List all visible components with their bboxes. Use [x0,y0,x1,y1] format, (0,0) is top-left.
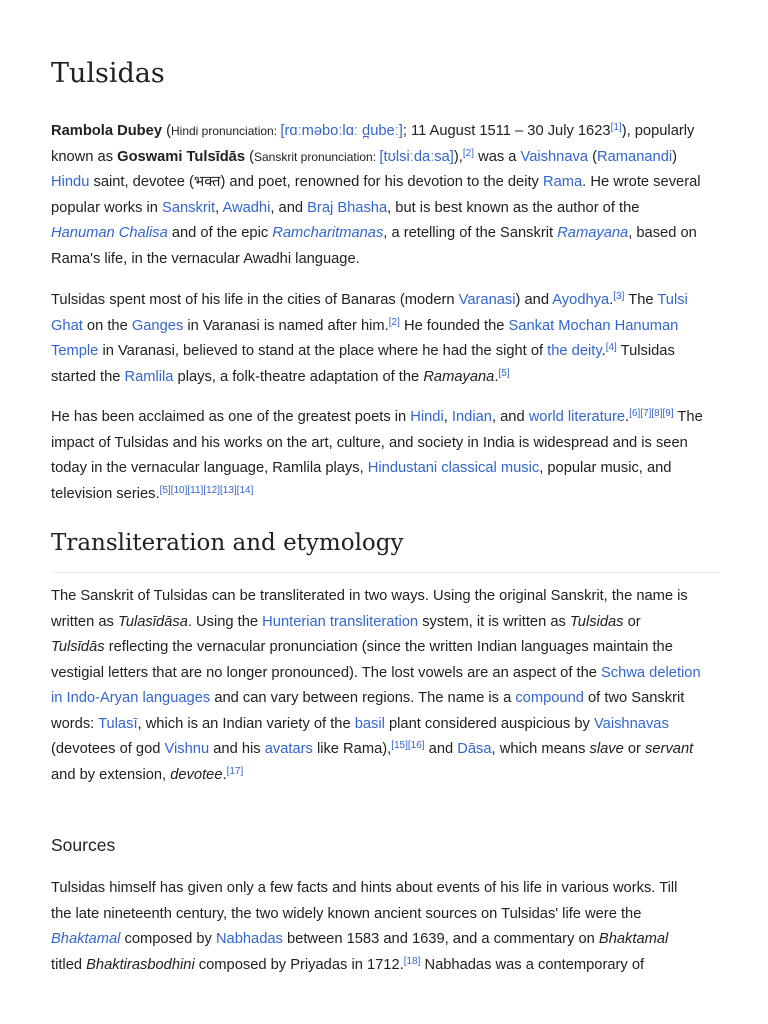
text-run: . [222,766,227,783]
link-hunterian[interactable]: Hunterian transliteration [262,613,419,630]
link-text: Bhaktamal [51,931,121,947]
text-run: Tulsidas spent most of his life in the cities of Banaras (modern [51,292,459,308]
text-line [51,288,719,314]
link-ayodhya[interactable]: Ayodhya [552,292,610,308]
text-run: on the [82,317,132,334]
text-run: , [443,409,452,425]
link-hindustani-music[interactable]: Hindustani classical music [367,460,540,476]
link-vaishnavas[interactable]: Vaishnavas [593,715,669,732]
link-world-literature[interactable]: world literature [528,409,626,425]
text-run: reflecting the vernacular pronunciation (since the written Indian languages maintain the [104,639,673,655]
text-run: , based on [628,225,697,241]
text-line [51,482,719,508]
text-run: today in the vernacular language, Ramlila plays, [51,460,368,476]
text-run: plays, a folk-theatre adaptation of the [173,368,424,385]
text-run: and of the epic [167,225,273,241]
italic-text: Ramayana [423,368,495,385]
link-ramlila[interactable]: Ramlila [124,368,174,385]
link-compound[interactable]: compound [515,690,584,706]
page-title: Tulsidas [51,58,165,89]
italic-text: devotee [170,766,223,783]
link-avatars[interactable]: avatars [264,741,313,757]
link-tulasi[interactable]: Tulasī [98,715,138,732]
section-heading-transliteration: Transliteration and etymology [51,530,404,556]
link-vishnu[interactable]: Vishnu [164,741,210,757]
link-text: Ramcharitmanas [272,225,384,241]
link-indian[interactable]: Indian [451,409,492,425]
legacy-paragraph [51,405,719,507]
text-run: , which means [491,741,590,757]
link-hanuman-chalisa[interactable] [51,225,168,241]
text-line [51,737,719,763]
citation-ref[interactable]: [5] [498,367,510,379]
citation-ref[interactable]: [3] [613,291,625,302]
pronunciation-label: Sanskrit pronunciation: [254,149,380,164]
text-run: between 1583 and 1639, and a commentary on [282,931,599,947]
name-bold: Goswami Tulsīdās [117,148,246,165]
text-line [51,170,719,196]
link-bhaktamal[interactable] [51,931,120,947]
text-run: words: [51,715,99,732]
transliteration-paragraph [51,584,719,788]
text-line [51,145,719,171]
link-text: Hanuman Chalisa [51,225,168,241]
link-rama[interactable]: Rama [542,174,583,190]
text-run: , popular music, and [539,460,672,476]
section-heading-sources: Sources [51,835,116,855]
text-line [51,610,719,636]
text-line [51,686,719,712]
text-run: The [673,409,703,425]
text-run: like Rama), [312,741,392,757]
text-run: ( [162,123,171,139]
text-line [51,405,719,431]
text-run: , but is best known as the author of the [387,199,640,216]
text-run: and [424,741,458,757]
life-paragraph [51,288,719,390]
link-ganges[interactable]: Ganges [131,317,184,334]
citation-ref[interactable]: [1] [610,122,622,133]
text-run: , a retelling of the Sanskrit [383,225,558,241]
text-run: in Varanasi, believed to stand at the place where he had the sight of [98,343,548,359]
text-line [51,221,719,247]
text-run: written as [51,613,118,630]
link-varanasi[interactable]: Varanasi [458,292,516,308]
text-line [51,339,719,365]
sources-paragraph [51,876,719,978]
text-run: ) [672,148,678,165]
text-run: saint, devotee (भक्त) and poet, renowned for his devotion to the deity [89,174,543,190]
citation-ref[interactable]: [5][10][11][12][13][14] [159,484,254,496]
text-line [51,196,719,222]
text-line [51,953,719,979]
citation-ref[interactable]: [17] [226,765,244,777]
text-run: system, it is written as [418,613,570,630]
text-run: and his [209,741,265,757]
italic-text: slave [589,741,624,757]
text-run: . [601,343,606,359]
text-run: Tulsidas [616,343,675,359]
text-run: . [609,292,614,308]
ipa-link[interactable]: [tʊlsiːdaːsa] [379,148,454,165]
intro-paragraph [51,119,719,272]
text-line [51,712,719,738]
text-line [51,661,719,687]
italic-text: Tulasīdāsa [117,613,188,630]
text-run: in Varanasi is named after him. [183,317,389,334]
citation-ref[interactable]: [2] [388,316,400,328]
text-run: (devotees of god [51,741,165,757]
text-run: of two Sanskrit [583,690,685,706]
text-run: . [494,368,499,385]
link-text: Ramayana [557,225,629,241]
text-run: ( [245,148,254,165]
link-tulsi-ghat[interactable]: Ghat [51,317,83,334]
link-sankat-mochan[interactable]: Temple [51,343,99,359]
link-awadhi[interactable]: Awadhi [222,199,271,216]
text-line [51,927,719,953]
link-ramayana[interactable] [557,225,628,241]
ipa-link[interactable]: [rɑːməboːlɑː d̪ubeː] [280,123,403,139]
text-run: titled [51,956,87,973]
text-line [51,456,719,482]
text-run: and by extension, [51,766,171,783]
text-line [51,314,719,340]
citation-ref[interactable]: [18] [403,955,421,967]
text-run: Nabhadas was a contemporary of [420,956,645,973]
text-run: He founded the [399,317,509,334]
link-ramcharitmanas[interactable] [272,225,383,241]
link-tulsi-ghat[interactable]: Tulsi [657,292,688,308]
citation-ref[interactable]: [2] [462,147,474,159]
link-dasa[interactable]: Dāsa [457,741,492,757]
text-run: , which is an Indian variety of the [137,715,355,732]
name-bold: Rambola Dubey [51,123,162,139]
italic-text: servant [645,741,694,757]
link-sanskrit[interactable]: Sanskrit [162,199,216,216]
text-run: . He wrote several [582,174,701,190]
citation-ref[interactable]: [4] [605,342,617,353]
link-ramanandi[interactable]: Ramanandi [597,148,673,165]
text-run: The [624,292,658,308]
italic-text: Tulsidas [569,613,624,630]
text-run: ; 11 August 1511 – 30 July 1623 [402,123,611,139]
text-run: was a [474,148,521,165]
text-run: . Using the [187,613,263,630]
text-run: . [625,409,630,425]
link-the-deity[interactable]: the deity [547,343,602,359]
citation-ref[interactable]: [15][16] [391,740,425,751]
link-sankat-mochan[interactable]: Sankat Mochan Hanuman [508,317,679,334]
link-braj-bhasha[interactable]: Braj Bhasha [307,199,388,216]
link-basil[interactable]: basil [354,715,385,732]
text-run: or [623,741,646,757]
text-run: popular works in [51,199,163,216]
pronunciation-label: Hindi pronunciation: [170,124,281,138]
text-run: known as [51,148,118,165]
italic-text: Bhaktirasbodhini [86,956,195,973]
link-vaishnava[interactable]: Vaishnava [520,148,589,165]
text-run: ), popularly [621,123,695,139]
text-run: and can vary between regions. The name is a [210,690,516,706]
text-run: ) and [515,292,553,308]
text-line: Tulsidas himself has given only a few facts and hints about events of his life in various works. Till [51,880,678,896]
text-run: vestigial letters that are no longer pronounced). The lost vowels are an aspect of the [51,664,602,681]
text-run: or [623,613,641,630]
citation-ref[interactable]: [6][7][8][9] [629,408,674,419]
text-run: , and [491,409,529,425]
text-line: the late nineteenth century, the two widely known ancient sources on Tulsidas' life were the [51,905,642,922]
text-run: , and [270,199,308,216]
text-line: Rama's life, in the vernacular Awadhi language. [51,250,360,267]
link-nabhadas[interactable]: Nabhadas [215,931,283,947]
text-run: plant considered auspicious by [384,715,594,732]
text-run: ), [453,148,463,165]
text-line: The Sanskrit of Tulsidas can be transliterated in two ways. Using the original Sanskrit, the name is [51,588,688,604]
text-run: , [215,199,223,216]
text-run: ( [588,148,598,165]
text-line [51,635,719,661]
section-divider [51,572,719,573]
text-line [51,763,719,789]
text-run: composed by Priyadas in 1712. [194,956,404,973]
text-run: started the [51,368,125,385]
link-hindi[interactable]: Hindi [410,409,444,425]
link-schwa-deletion[interactable]: in Indo-Aryan languages [51,690,211,706]
link-schwa-deletion[interactable]: Schwa deletion [601,664,701,681]
text-run: television series. [51,485,160,502]
text-run: He has been acclaimed as one of the greatest poets in [51,409,411,425]
italic-text: Tulsīdās [51,639,105,655]
text-line [51,119,719,145]
text-line: impact of Tulsidas and his works on the art, culture, and society in India is widespread and is seen [51,434,688,451]
text-run: composed by [120,931,216,947]
link-hindu[interactable]: Hindu [51,174,90,190]
text-line [51,365,719,391]
italic-text: Bhaktamal [598,931,669,947]
